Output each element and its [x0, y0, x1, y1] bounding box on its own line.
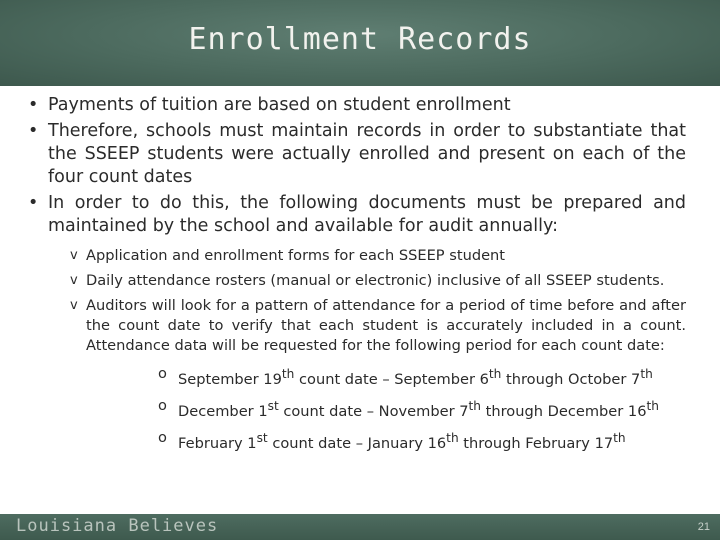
slide-title: Enrollment Records [188, 22, 532, 57]
bullet-item [28, 192, 686, 238]
page-number: 21 [697, 521, 710, 533]
bullet-dot-icon: • [28, 121, 39, 141]
sub-list [70, 246, 686, 356]
bullet-dot-icon: • [28, 95, 39, 115]
bullet-text: Payments of tuition are based on student enrollment [48, 95, 511, 115]
date-item: o September 19th count date – September 6th through October 7th [158, 361, 686, 393]
date-list [158, 361, 686, 457]
footer-brand: Louisiana Believes [16, 516, 219, 536]
circle-bullet-icon: o [158, 428, 167, 446]
bullet-list [28, 94, 686, 238]
sub-text: Application and enrollment forms for each SSEEP student [86, 247, 506, 264]
sub-text: Auditors will look for a pattern of attendance for a period of time before and after the count date to verify that each student is accurately included in a count. Attendance data will be requested for the following period for each count date: [86, 297, 686, 354]
bullet-dot-icon: • [28, 193, 39, 213]
sub-text: Daily attendance rosters (manual or electronic) inclusive of all SSEEP students. [86, 272, 665, 289]
sub-item [70, 271, 686, 291]
slide-body [28, 94, 686, 457]
bullet-item [28, 120, 686, 189]
bullet-text: Therefore, schools must maintain records in order to substantiate that the SSEEP students were actually enrolled and present on each of the four count dates [48, 121, 686, 187]
date-item: o February 1st count date – January 16th through February 17th [158, 425, 686, 457]
diamond-bullet-icon: v [70, 273, 78, 288]
bullet-item [28, 94, 686, 117]
sub-item [70, 246, 686, 266]
diamond-bullet-icon: v [70, 298, 78, 313]
circle-bullet-icon: o [158, 396, 167, 414]
circle-bullet-icon: o [158, 365, 167, 382]
date-item: o December 1st count date – November 7th through December 16th [158, 393, 686, 425]
bullet-text: In order to do this, the following documents must be prepared and maintained by the school and available for audit annually: [48, 193, 686, 236]
sub-item [70, 296, 686, 356]
diamond-bullet-icon: v [70, 248, 78, 263]
